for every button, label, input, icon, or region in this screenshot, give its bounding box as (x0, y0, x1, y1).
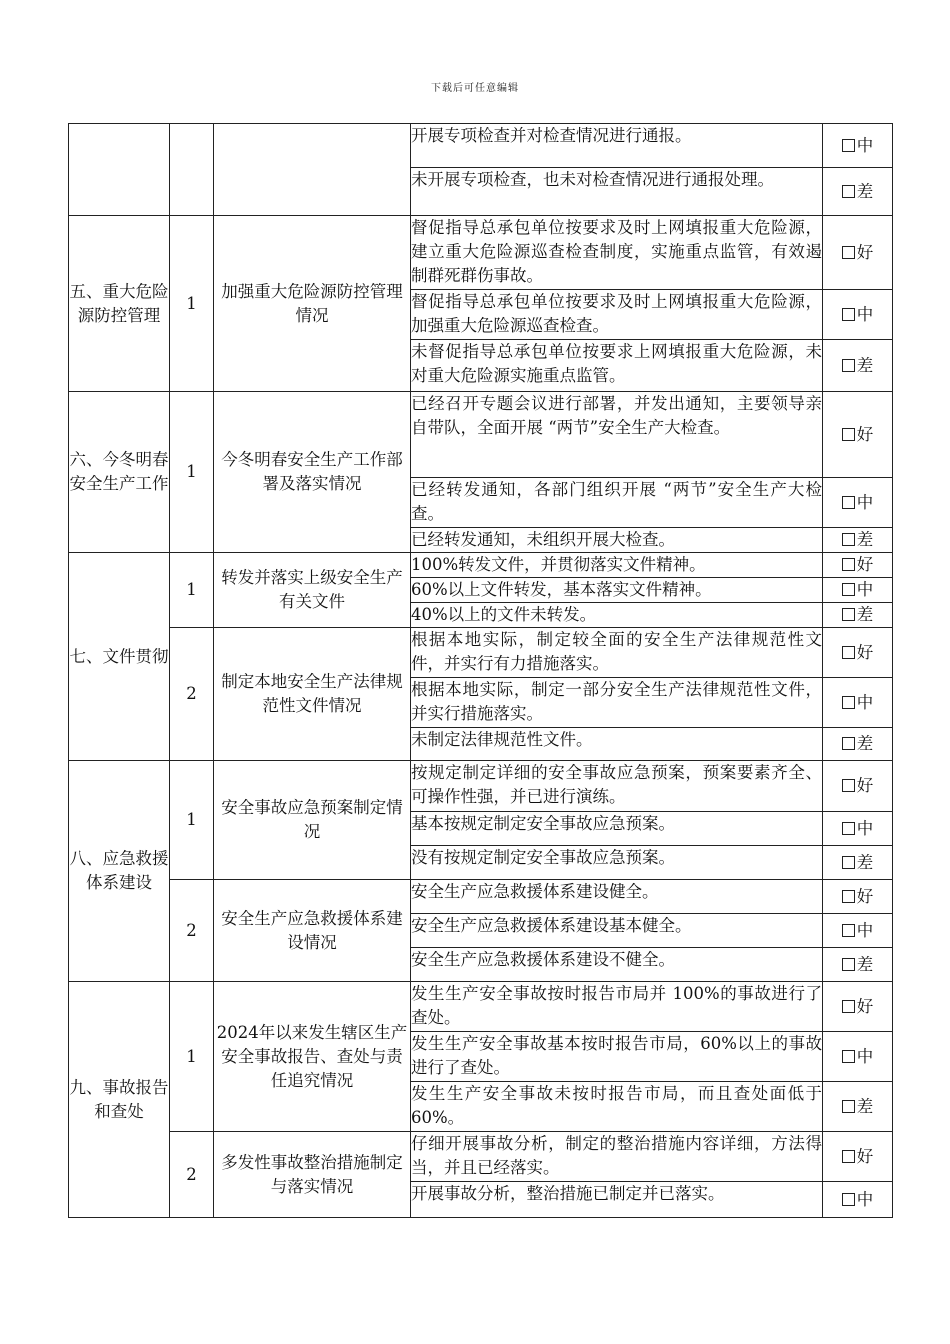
table-row (69, 628, 893, 678)
standard-cell: 发生生产安全事故按时报告市局并 100%的事故进行了查处。 (411, 982, 823, 1032)
category-cell: 五、重大危险源防控管理 (69, 216, 170, 392)
standard-cell: 未制定法律规范性文件。 (411, 728, 823, 761)
grade-cell[interactable] (823, 124, 893, 168)
standard-cell: 督促指导总承包单位按要求及时上网填报重大危险源，建立重大危险源巡查检查制度，实施重点监管，有效遏制群死群伤事故。 (411, 216, 823, 290)
checkbox-icon[interactable] (842, 779, 855, 792)
table-row (69, 761, 893, 812)
checkbox-icon[interactable] (842, 308, 855, 321)
grade-cell[interactable] (823, 340, 893, 392)
item-name-cell: 转发并落实上级安全生产有关文件 (214, 553, 411, 628)
grade-label: 好 (856, 996, 874, 1016)
checkbox-icon[interactable] (842, 428, 855, 441)
item-name-cell: 安全生产应急救援体系建设情况 (214, 880, 411, 982)
grade-cell[interactable] (823, 628, 893, 678)
standard-cell: 100%转发文件，并贯彻落实文件精神。 (411, 553, 823, 578)
item-name-cell: 制定本地安全生产法律规范性文件情况 (214, 628, 411, 761)
standard-cell: 已经转发通知，未组织开展大检查。 (411, 528, 823, 553)
standard-cell: 已经召开专题会议进行部署，并发出通知，主要领导亲自带队，全面开展 “两节”安全生产大检查。 (411, 392, 823, 478)
grade-label: 好 (856, 642, 874, 662)
item-number-cell: 2 (170, 628, 214, 761)
grade-label: 差 (856, 355, 874, 375)
category-cell (69, 124, 170, 216)
grade-cell[interactable] (823, 1182, 893, 1218)
grade-label: 中 (856, 580, 874, 599)
grade-cell[interactable] (823, 392, 893, 478)
checkbox-icon[interactable] (842, 890, 855, 903)
grade-cell[interactable] (823, 290, 893, 340)
table-row (69, 982, 893, 1032)
grade-cell[interactable] (823, 812, 893, 846)
grade-label: 中 (856, 304, 874, 324)
checkbox-icon[interactable] (842, 1150, 855, 1163)
grade-label: 中 (856, 818, 874, 838)
grade-cell[interactable] (823, 880, 893, 914)
checkbox-icon[interactable] (842, 822, 855, 835)
grade-label: 好 (856, 242, 874, 262)
grade-label: 差 (856, 605, 874, 624)
item-number-cell: 1 (170, 392, 214, 553)
category-cell: 六、今冬明春安全生产工作 (69, 392, 170, 553)
grade-cell[interactable] (823, 914, 893, 948)
item-name-cell: 今冬明春安全生产工作部署及落实情况 (214, 392, 411, 553)
item-number-cell: 1 (170, 761, 214, 880)
grade-cell[interactable] (823, 982, 893, 1032)
checkbox-icon[interactable] (842, 533, 855, 546)
grade-label: 好 (856, 424, 874, 444)
standard-cell: 仔细开展事故分析，制定的整治措施内容详细，方法得当，并且已经落实。 (411, 1132, 823, 1182)
standard-cell: 督促指导总承包单位按要求及时上网填报重大危险源，加强重大危险源巡查检查。 (411, 290, 823, 340)
item-name-cell: 安全事故应急预案制定情况 (214, 761, 411, 880)
item-number-cell: 1 (170, 216, 214, 392)
checkbox-icon[interactable] (842, 246, 855, 259)
category-cell: 九、事故报告和查处 (69, 982, 170, 1218)
table-row (69, 392, 893, 478)
grade-label: 差 (856, 954, 874, 974)
checkbox-icon[interactable] (842, 139, 855, 152)
grade-cell[interactable] (823, 1032, 893, 1082)
checkbox-icon[interactable] (842, 496, 855, 509)
grade-label: 好 (856, 886, 874, 906)
checkbox-icon[interactable] (842, 583, 855, 596)
table-row (69, 1132, 893, 1182)
table-row (69, 880, 893, 914)
standard-cell: 60%以上文件转发，基本落实文件精神。 (411, 578, 823, 603)
grade-label: 差 (856, 530, 874, 549)
checkbox-icon[interactable] (842, 737, 855, 750)
grade-cell[interactable] (823, 728, 893, 761)
checkbox-icon[interactable] (842, 1050, 855, 1063)
grade-cell[interactable] (823, 216, 893, 290)
grade-label: 中 (856, 692, 874, 712)
grade-cell[interactable] (823, 761, 893, 812)
item-name-cell: 多发性事故整治措施制定与落实情况 (214, 1132, 411, 1218)
grade-label: 差 (856, 181, 874, 201)
checkbox-icon[interactable] (842, 924, 855, 937)
standard-cell: 未开展专项检查，也未对检查情况进行通报处理。 (411, 168, 823, 216)
item-number-cell (170, 124, 214, 216)
grade-cell[interactable] (823, 578, 893, 603)
grade-cell[interactable] (823, 678, 893, 728)
standard-cell: 开展专项检查并对检查情况进行通报。 (411, 124, 823, 168)
checkbox-icon[interactable] (842, 608, 855, 621)
item-number-cell: 2 (170, 880, 214, 982)
standard-cell: 安全生产应急救援体系建设健全。 (411, 880, 823, 914)
standard-cell: 已经转发通知，各部门组织开展 “两节”安全生产大检查。 (411, 478, 823, 528)
standard-cell: 按规定制定详细的安全事故应急预案，预案要素齐全、可操作性强，并已进行演练。 (411, 761, 823, 812)
checkbox-icon[interactable] (842, 696, 855, 709)
grade-cell[interactable] (823, 846, 893, 880)
checkbox-icon[interactable] (842, 558, 855, 571)
grade-cell[interactable] (823, 478, 893, 528)
item-name-cell (214, 124, 411, 216)
standard-cell: 根据本地实际，制定较全面的安全生产法律规范性文件，并实行有力措施落实。 (411, 628, 823, 678)
standard-cell: 开展事故分析，整治措施已制定并已落实。 (411, 1182, 823, 1218)
standard-cell: 发生生产安全事故未按时报告市局，而且查处面低于 60%。 (411, 1082, 823, 1132)
item-number-cell: 1 (170, 553, 214, 628)
checkbox-icon[interactable] (842, 958, 855, 971)
table-row (69, 124, 893, 168)
grade-cell[interactable] (823, 948, 893, 982)
standard-cell: 安全生产应急救援体系建设不健全。 (411, 948, 823, 982)
grade-label: 差 (856, 1096, 874, 1116)
checkbox-icon[interactable] (842, 856, 855, 869)
standard-cell: 未督促指导总承包单位按要求上网填报重大危险源，未对重大危险源实施重点监管。 (411, 340, 823, 392)
grade-cell[interactable] (823, 1082, 893, 1132)
checkbox-icon[interactable] (842, 646, 855, 659)
checkbox-icon[interactable] (842, 1100, 855, 1113)
grade-cell[interactable] (823, 603, 893, 628)
grade-cell[interactable] (823, 553, 893, 578)
checkbox-icon[interactable] (842, 359, 855, 372)
evaluation-table (68, 123, 893, 1218)
checkbox-icon[interactable] (842, 185, 855, 198)
item-number-cell: 2 (170, 1132, 214, 1218)
checkbox-icon[interactable] (842, 1193, 855, 1206)
standard-cell: 40%以上的文件未转发。 (411, 603, 823, 628)
grade-label: 中 (856, 492, 874, 512)
table-row (69, 553, 893, 578)
grade-cell[interactable] (823, 1132, 893, 1182)
standard-cell: 根据本地实际，制定一部分安全生产法律规范性文件，并实行措施落实。 (411, 678, 823, 728)
grade-label: 好 (856, 776, 874, 795)
item-name-cell: 2024年以来发生辖区生产安全事故报告、查处与责任追究情况 (214, 982, 411, 1132)
table-row (69, 216, 893, 290)
grade-cell[interactable] (823, 168, 893, 216)
category-cell: 七、文件贯彻 (69, 553, 170, 761)
grade-label: 中 (856, 920, 874, 940)
category-cell: 八、应急救援体系建设 (69, 761, 170, 982)
grade-cell[interactable] (823, 528, 893, 553)
checkbox-icon[interactable] (842, 1000, 855, 1013)
standard-cell: 没有按规定制定安全事故应急预案。 (411, 846, 823, 880)
grade-label: 中 (856, 1189, 874, 1209)
standard-cell: 基本按规定制定安全事故应急预案。 (411, 812, 823, 846)
item-number-cell: 1 (170, 982, 214, 1132)
grade-label: 差 (856, 852, 874, 872)
standard-cell: 安全生产应急救援体系建设基本健全。 (411, 914, 823, 948)
grade-label: 差 (856, 734, 874, 753)
page-header: 下载后可任意编辑 (431, 83, 519, 94)
grade-label: 中 (856, 1046, 874, 1066)
item-name-cell: 加强重大危险源防控管理情况 (214, 216, 411, 392)
grade-label: 好 (856, 555, 874, 574)
grade-label: 好 (856, 1146, 874, 1166)
standard-cell: 发生生产安全事故基本按时报告市局，60%以上的事故进行了查处。 (411, 1032, 823, 1082)
grade-label: 中 (856, 135, 874, 155)
